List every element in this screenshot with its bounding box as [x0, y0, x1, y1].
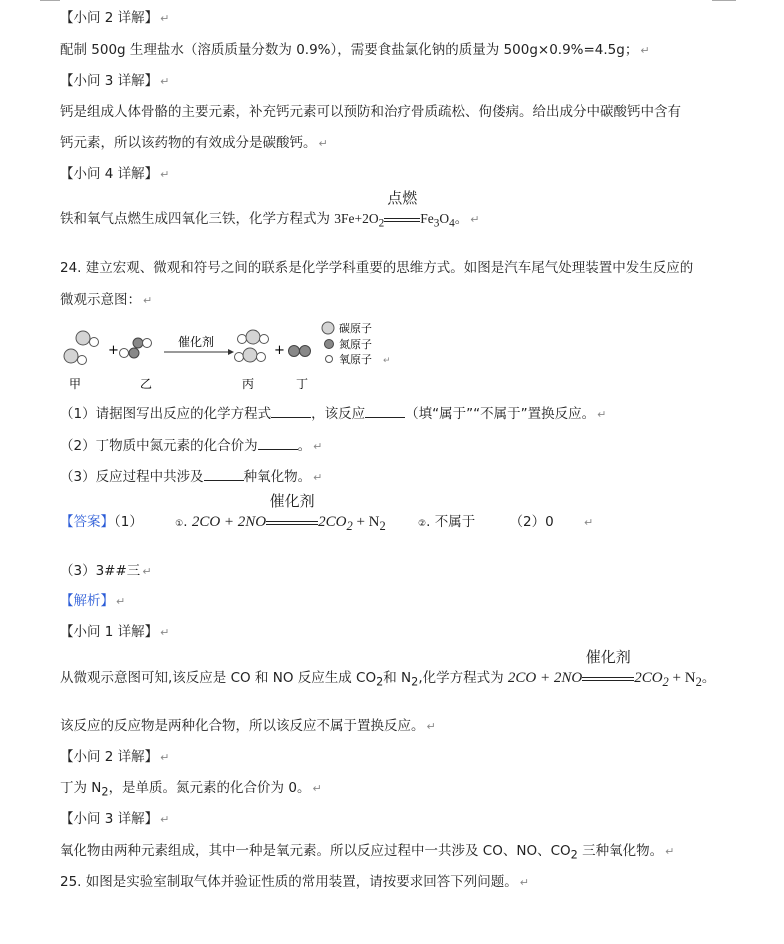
svg-text:氮原子: 氮原子 — [339, 338, 372, 351]
ignite-condition: 点燃 — [387, 191, 418, 207]
q23-sub3-body-line1: 钙是组成人体骨骼的主要元素，补充钙元素可以预防和治疗骨质疏松、佝偻病。给出成分中碳酸钙中含有 — [60, 104, 681, 120]
q24-sub2-heading: 【小问 2 详解】 ↵ — [60, 749, 170, 765]
nitrogen-atom — [289, 346, 300, 357]
oxygen-atom — [120, 349, 129, 358]
svg-text:↵: ↵ — [383, 356, 391, 366]
q24-answer-line: 【答案】（1） ①. 2CO + 2NO 催化剂 $2CO_2 + N_2$ ②. 不属于 （2）0 ↵ — [60, 494, 594, 533]
label-bing: 丙 — [242, 377, 255, 391]
q24-stem-line2: 微观示意图： ↵ — [60, 292, 153, 308]
q24-stem-line1: 24. 建立宏观、微观和符号之间的联系是化学学科重要的思维方式。如图是汽车尾气处理装置中发生反应的 — [60, 260, 694, 276]
oxygen-atom — [78, 356, 87, 365]
answer-label: 【答案】 — [60, 514, 114, 530]
q24-sub3-body: 氧化物由两种元素组成，其中一种是氧元素。所以反应过程中一共涉及 CO、NO、$CO_2$ 三种氧化物。 ↵ — [60, 843, 675, 862]
q24-question-2: （2）丁物质中氮元素的化合价为 。 ↵ — [60, 435, 322, 457]
legend-oxygen-icon — [326, 356, 333, 363]
q23-sub2-heading: 【小问 2 详解】 ↵ — [60, 10, 170, 26]
oxygen-atom — [238, 335, 247, 344]
q23-sub3-heading: 【小问 3 详解】 ↵ — [60, 73, 170, 89]
legend-nitrogen-icon — [325, 340, 334, 349]
catalyst-condition: 催化剂 — [585, 650, 631, 666]
answer-blank — [365, 403, 405, 418]
q24-sub2-body: 丁为 $N_2$，是单质。氮元素的化合价为 0。 ↵ — [60, 780, 322, 799]
q24-sub3-heading: 【小问 3 详解】 ↵ — [60, 811, 170, 827]
carbon-atom — [246, 330, 260, 344]
oxygen-atom — [143, 339, 152, 348]
label-ding: 丁 — [296, 377, 309, 391]
q24-sub1-heading: 【小问 1 详解】 ↵ — [60, 624, 170, 640]
q25-stem: 25. 如图是实验室制取气体并验证性质的常用装置，请按要求回答下列问题。 ↵ — [60, 874, 529, 890]
answer-blank — [271, 403, 311, 418]
page-corner-left — [40, 0, 60, 1]
nitrogen-atom — [133, 338, 143, 348]
q23-sub3-body-line2: 钙元素，所以该药物的有效成分是碳酸钙。 ↵ — [60, 135, 328, 151]
svg-text:碳原子: 碳原子 — [339, 322, 372, 335]
q24-answer-3: （3）3##三 ↵ — [60, 563, 152, 579]
q23-sub2-body: 配制 500g 生理盐水（溶质质量分数为 0.9%），需要食盐氯化钠的质量为 500g×0.9%=4.5g； ↵ — [60, 42, 650, 58]
plus-sign: + — [108, 343, 119, 358]
svg-text:氧原子: 氧原子 — [339, 353, 372, 366]
molecule-yi — [120, 338, 152, 358]
answer-blank — [258, 435, 298, 450]
atom-legend — [322, 321, 391, 366]
iron-equation: $3Fe+2O_2$ 点燃 $Fe_3O_4$ — [334, 191, 455, 230]
analysis-equation: 2CO + 2NO 催化剂 $2CO_2 + N_2$ — [507, 650, 702, 689]
q23-sub4-heading: 【小问 4 详解】 ↵ — [60, 166, 170, 182]
catalyst-label: 催化剂 — [177, 335, 215, 349]
nitrogen-atom — [300, 346, 311, 357]
q23-sub4-equation-line: 铁和氧气点燃生成四氧化三铁，化学方程式为 $3Fe+2O_2$ 点燃 $Fe_3O_4$。 ↵ — [60, 191, 480, 230]
label-yi: 乙 — [140, 377, 153, 391]
oxygen-atom — [257, 353, 266, 362]
label-jia: 甲 — [69, 377, 82, 391]
q24-question-3: （3）反应过程中共涉及 种氧化物。 ↵ — [60, 466, 322, 488]
molecule-ding — [289, 346, 311, 357]
oxygen-atom — [235, 353, 244, 362]
reaction-micro-diagram — [56, 320, 396, 396]
answer-equation: 2CO + 2NO 催化剂 $2CO_2 + N_2$ — [191, 494, 386, 533]
legend-carbon-icon — [322, 322, 334, 334]
oxygen-atom — [90, 338, 99, 347]
molecule-bing — [235, 330, 269, 362]
q24-analysis-label: 【解析】 ↵ — [60, 593, 126, 609]
carbon-atom — [76, 331, 90, 345]
molecule-jia — [64, 331, 99, 365]
plus-sign: + — [274, 343, 285, 358]
page-corner-right — [712, 0, 736, 1]
catalyst-condition: 催化剂 — [269, 494, 315, 510]
answer-blank — [204, 466, 244, 481]
q24-sub1-body: 从微观示意图可知,该反应是 CO 和 NO 反应生成 $CO_2$和 $N_2$,化学方程式为 2CO + 2NO 催化剂 $2CO_2 + N_2$。 — [60, 650, 716, 689]
oxygen-atom — [260, 335, 269, 344]
q24-question-1: （1）请据图写出反应的化学方程式 ，该反应 （填“属于”“不属于”置换反应。 ↵ — [60, 403, 606, 425]
nitrogen-atom — [129, 348, 139, 358]
q24-sub1-body2: 该反应的反应物是两种化合物，所以该反应不属于置换反应。 ↵ — [60, 718, 436, 734]
carbon-atom — [64, 349, 78, 363]
carbon-atom — [243, 348, 257, 362]
